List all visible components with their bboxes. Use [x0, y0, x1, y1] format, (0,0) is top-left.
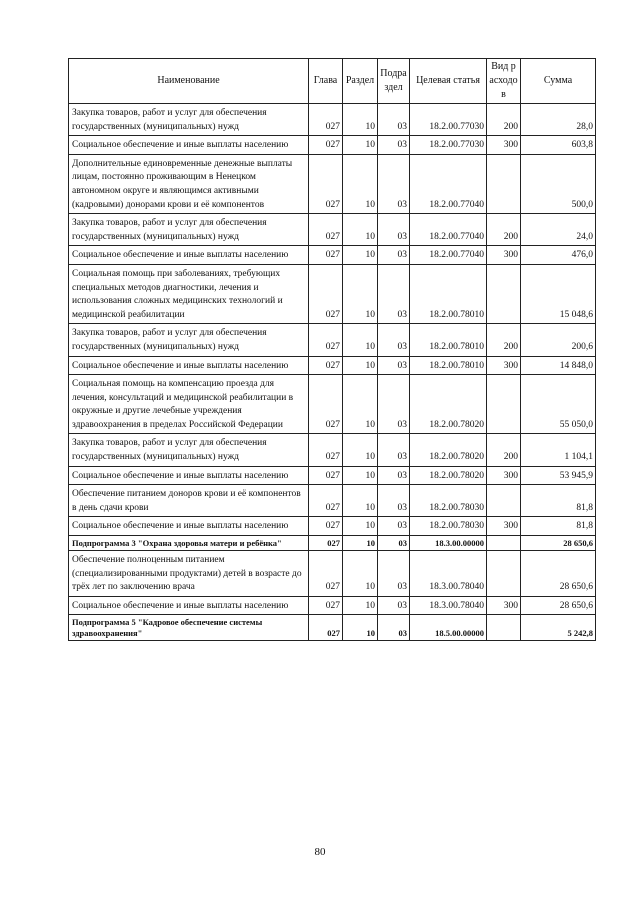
section-cell: 10	[343, 375, 378, 434]
subsection-cell: 03	[378, 356, 410, 375]
table-row	[69, 466, 596, 485]
sum-cell: 14 848,0	[521, 356, 596, 375]
subsection-cell: 03	[378, 104, 410, 136]
section-cell: 10	[343, 154, 378, 213]
row-name-cell: Закупка товаров, работ и услуг для обеспечения государственных (муниципальных) нужд	[69, 104, 309, 136]
sum-cell: 81,8	[521, 517, 596, 536]
target-article-cell: 18.2.00.77040	[410, 214, 487, 246]
expense-type-cell: 200	[487, 214, 521, 246]
chapter-cell: 027	[309, 517, 343, 536]
section-cell: 10	[343, 615, 378, 641]
table-row	[69, 356, 596, 375]
chapter-cell: 027	[309, 375, 343, 434]
sum-cell: 28 650,6	[521, 551, 596, 597]
sum-cell: 28 650,6	[521, 536, 596, 551]
table-body	[69, 104, 596, 641]
target-article-cell: 18.2.00.77030	[410, 104, 487, 136]
column-header-section: Раздел	[343, 59, 378, 104]
sum-cell: 5 242,8	[521, 615, 596, 641]
table-row	[69, 104, 596, 136]
chapter-cell: 027	[309, 356, 343, 375]
sum-cell: 24,0	[521, 214, 596, 246]
row-name-cell: Обеспечение полноценным питанием (специализированными продуктами) детей в возрасте до трёх лет по заключению врача	[69, 551, 309, 597]
row-name-cell: Социальное обеспечение и иные выплаты населению	[69, 246, 309, 265]
table-header-row	[69, 59, 596, 104]
expense-type-cell: 300	[487, 356, 521, 375]
section-cell: 10	[343, 551, 378, 597]
target-article-cell: 18.2.00.78030	[410, 485, 487, 517]
row-name-cell: Социальное обеспечение и иные выплаты населению	[69, 136, 309, 155]
section-cell: 10	[343, 136, 378, 155]
subsection-cell: 03	[378, 246, 410, 265]
expense-type-cell: 300	[487, 246, 521, 265]
target-article-cell: 18.2.00.77040	[410, 154, 487, 213]
table-row	[69, 246, 596, 265]
budget-table	[68, 58, 596, 641]
column-header-name: Наименование	[69, 59, 309, 104]
sum-cell: 28 650,6	[521, 596, 596, 615]
sum-cell: 500,0	[521, 154, 596, 213]
chapter-cell: 027	[309, 214, 343, 246]
column-header-chapter: Глава	[309, 59, 343, 104]
row-name-cell: Обеспечение питанием доноров крови и её компонентов в день сдачи крови	[69, 485, 309, 517]
chapter-cell: 027	[309, 264, 343, 323]
sum-cell: 81,8	[521, 485, 596, 517]
sum-cell: 15 048,6	[521, 264, 596, 323]
subsection-cell: 03	[378, 466, 410, 485]
chapter-cell: 027	[309, 485, 343, 517]
chapter-cell: 027	[309, 466, 343, 485]
chapter-cell: 027	[309, 551, 343, 597]
chapter-cell: 027	[309, 104, 343, 136]
sum-cell: 1 104,1	[521, 434, 596, 466]
table-row	[69, 264, 596, 323]
expense-type-cell: 300	[487, 596, 521, 615]
expense-type-cell	[487, 485, 521, 517]
subsection-cell: 03	[378, 434, 410, 466]
sum-cell: 28,0	[521, 104, 596, 136]
section-cell: 10	[343, 485, 378, 517]
subsection-cell: 03	[378, 536, 410, 551]
table-row	[69, 154, 596, 213]
chapter-cell: 027	[309, 434, 343, 466]
section-cell: 10	[343, 536, 378, 551]
row-name-cell: Дополнительные единовременные денежные выплаты лицам, постоянно проживающим в Ненецком автономном округе и являющимся активными (кадровыми) донорами крови и её компонентов	[69, 154, 309, 213]
chapter-cell: 027	[309, 615, 343, 641]
subsection-cell: 03	[378, 551, 410, 597]
subsection-cell: 03	[378, 214, 410, 246]
table-row	[69, 485, 596, 517]
page-number: 80	[314, 846, 326, 858]
row-name-cell: Социальная помощь на компенсацию проезда для лечения, консультаций и медицинской реабилитации в окружные и другие лечебные учреждения здравоохранения в пределах Российской Федерации	[69, 375, 309, 434]
subsection-cell: 03	[378, 154, 410, 213]
expense-type-cell	[487, 536, 521, 551]
row-name-cell: Социальное обеспечение и иные выплаты населению	[69, 356, 309, 375]
table-row	[69, 551, 596, 597]
section-cell: 10	[343, 324, 378, 356]
target-article-cell: 18.2.00.78020	[410, 434, 487, 466]
chapter-cell: 027	[309, 154, 343, 213]
section-cell: 10	[343, 214, 378, 246]
subsection-cell: 03	[378, 615, 410, 641]
sum-cell: 53 945,9	[521, 466, 596, 485]
row-name-cell: Социальное обеспечение и иные выплаты населению	[69, 466, 309, 485]
expense-type-cell	[487, 615, 521, 641]
sum-cell: 603,8	[521, 136, 596, 155]
target-article-cell: 18.3.00.00000	[410, 536, 487, 551]
row-name-cell: Закупка товаров, работ и услуг для обеспечения государственных (муниципальных) нужд	[69, 214, 309, 246]
chapter-cell: 027	[309, 136, 343, 155]
expense-type-cell: 300	[487, 136, 521, 155]
section-cell: 10	[343, 264, 378, 323]
sum-cell: 200,6	[521, 324, 596, 356]
subprogram-row	[69, 615, 596, 641]
chapter-cell: 027	[309, 536, 343, 551]
chapter-cell: 027	[309, 596, 343, 615]
target-article-cell: 18.2.00.78010	[410, 264, 487, 323]
table-row	[69, 517, 596, 536]
row-name-cell: Социальное обеспечение и иные выплаты населению	[69, 517, 309, 536]
sum-cell: 476,0	[521, 246, 596, 265]
subsection-cell: 03	[378, 264, 410, 323]
expense-type-cell: 300	[487, 517, 521, 536]
target-article-cell: 18.2.00.78030	[410, 517, 487, 536]
row-name-cell: Социальное обеспечение и иные выплаты населению	[69, 596, 309, 615]
table-row	[69, 375, 596, 434]
target-article-cell: 18.2.00.78020	[410, 466, 487, 485]
subsection-cell: 03	[378, 375, 410, 434]
column-header-subsection: Подраздел	[378, 59, 410, 104]
expense-type-cell: 200	[487, 104, 521, 136]
expense-type-cell: 300	[487, 466, 521, 485]
subsection-cell: 03	[378, 485, 410, 517]
row-name-cell: Социальная помощь при заболеваниях, требующих специальных методов диагностики, лечения и использования сложных медицинских технологий и медицинской реабилитации	[69, 264, 309, 323]
expense-type-cell: 200	[487, 324, 521, 356]
expense-type-cell	[487, 264, 521, 323]
subsection-cell: 03	[378, 324, 410, 356]
section-cell: 10	[343, 356, 378, 375]
expense-type-cell	[487, 375, 521, 434]
target-article-cell: 18.2.00.78010	[410, 324, 487, 356]
target-article-cell: 18.2.00.77030	[410, 136, 487, 155]
target-article-cell: 18.3.00.78040	[410, 596, 487, 615]
target-article-cell: 18.2.00.78010	[410, 356, 487, 375]
table-row	[69, 214, 596, 246]
subsection-cell: 03	[378, 517, 410, 536]
table-row	[69, 136, 596, 155]
row-name-cell: Подпрограмма 3 "Охрана здоровья матери и ребёнка"	[69, 536, 309, 551]
row-name-cell: Закупка товаров, работ и услуг для обеспечения государственных (муниципальных) нужд	[69, 324, 309, 356]
section-cell: 10	[343, 246, 378, 265]
section-cell: 10	[343, 517, 378, 536]
table-row	[69, 596, 596, 615]
expense-type-cell: 200	[487, 434, 521, 466]
column-header-target: Целевая статья	[410, 59, 487, 104]
table-row	[69, 434, 596, 466]
section-cell: 10	[343, 434, 378, 466]
subsection-cell: 03	[378, 136, 410, 155]
chapter-cell: 027	[309, 246, 343, 265]
target-article-cell: 18.2.00.77040	[410, 246, 487, 265]
target-article-cell: 18.5.00.00000	[410, 615, 487, 641]
section-cell: 10	[343, 466, 378, 485]
sum-cell: 55 050,0	[521, 375, 596, 434]
row-name-cell: Закупка товаров, работ и услуг для обеспечения государственных (муниципальных) нужд	[69, 434, 309, 466]
table-row	[69, 324, 596, 356]
subprogram-row	[69, 536, 596, 551]
column-header-sum: Сумма	[521, 59, 596, 104]
expense-type-cell	[487, 154, 521, 213]
column-header-expense-type: Вид расходов	[487, 59, 521, 104]
section-cell: 10	[343, 596, 378, 615]
target-article-cell: 18.3.00.78040	[410, 551, 487, 597]
target-article-cell: 18.2.00.78020	[410, 375, 487, 434]
row-name-cell: Подпрограмма 5 "Кадровое обеспечение системы здравоохранения"	[69, 615, 309, 641]
section-cell: 10	[343, 104, 378, 136]
chapter-cell: 027	[309, 324, 343, 356]
expense-type-cell	[487, 551, 521, 597]
subsection-cell: 03	[378, 596, 410, 615]
